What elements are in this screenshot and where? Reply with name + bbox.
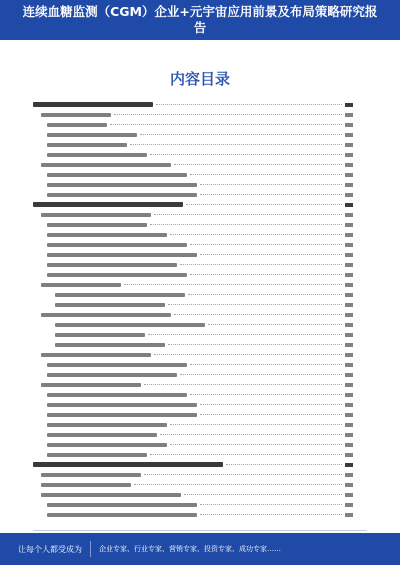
toc-page-placeholder [345, 143, 353, 147]
toc-leader-dots [208, 324, 342, 325]
toc-page-placeholder [345, 133, 353, 137]
toc-entry-placeholder [55, 303, 165, 307]
toc-leader-dots [170, 424, 342, 425]
toc-entry-placeholder [41, 473, 141, 477]
toc-entry-placeholder [41, 213, 151, 217]
toc-leader-dots [200, 194, 342, 195]
toc-page-placeholder [345, 193, 353, 197]
toc-page-placeholder [345, 213, 353, 217]
toc-entry-placeholder [41, 113, 111, 117]
toc-page-placeholder [345, 163, 353, 167]
toc-entry-row [33, 390, 353, 399]
toc-leader-dots [190, 364, 342, 365]
toc-chapter-row [33, 200, 353, 209]
footer-slogan: 让每个人都受成为 [18, 544, 82, 554]
toc-leader-dots [190, 394, 342, 395]
toc-leader-dots [174, 164, 342, 165]
toc-entry-row [33, 310, 353, 319]
toc-entry-row [33, 440, 353, 449]
toc-page-placeholder [345, 253, 353, 257]
toc-entry-row [33, 160, 353, 169]
toc-page-placeholder [345, 433, 353, 437]
toc-leader-dots [150, 154, 342, 155]
toc-entry-row [33, 250, 353, 259]
toc-page-placeholder [345, 323, 353, 327]
toc-page-placeholder [345, 153, 353, 157]
toc-entry-row [33, 190, 353, 199]
toc-page-placeholder [345, 203, 353, 207]
toc-entry-row [33, 230, 353, 239]
toc-entry-placeholder [47, 433, 157, 437]
toc-page-placeholder [345, 483, 353, 487]
toc-entry-placeholder [47, 143, 127, 147]
toc-entry-row [33, 150, 353, 159]
toc-entry-placeholder [47, 273, 187, 277]
footer-tagline: 企业专家、行业专家、营销专家、投资专家、成功专家…… [99, 545, 281, 553]
toc-page-placeholder [345, 403, 353, 407]
toc-entry-placeholder [47, 173, 187, 177]
toc-entry-row [33, 470, 353, 479]
toc-entry-placeholder [47, 153, 147, 157]
toc-page-placeholder [345, 383, 353, 387]
toc-entry-row [33, 140, 353, 149]
toc-leader-dots [188, 294, 342, 295]
toc-page-placeholder [345, 263, 353, 267]
toc-page-placeholder [345, 333, 353, 337]
toc-page-placeholder [345, 343, 353, 347]
toc-entry-placeholder [47, 183, 197, 187]
toc-leader-dots [144, 384, 342, 385]
toc-leader-dots [150, 224, 342, 225]
toc-entry-row [33, 480, 353, 489]
toc-entry-placeholder [47, 443, 167, 447]
toc-leader-dots [186, 204, 342, 205]
toc-leader-dots [174, 314, 342, 315]
toc-entry-placeholder [47, 403, 197, 407]
toc-page-placeholder [345, 113, 353, 117]
report-title: 连续血糖监测（CGM）企业+元宇宙应用前景及布局策略研究报告 [22, 4, 378, 35]
toc-leader-dots [148, 334, 342, 335]
toc-entry-row [33, 500, 353, 509]
toc-entry-row [33, 400, 353, 409]
toc-leader-dots [170, 444, 342, 445]
toc-entry-placeholder [41, 163, 171, 167]
toc-entry-row [33, 340, 353, 349]
toc-entry-placeholder [33, 202, 183, 207]
toc-leader-dots [190, 274, 342, 275]
toc-page-placeholder [345, 273, 353, 277]
toc-entry-row [33, 130, 353, 139]
toc-page-placeholder [345, 423, 353, 427]
toc-entry-placeholder [47, 253, 197, 257]
toc-entry-placeholder [33, 462, 223, 467]
toc-entry-placeholder [47, 233, 167, 237]
toc-page-placeholder [345, 493, 353, 497]
toc-leader-dots [170, 234, 342, 235]
toc-entry-placeholder [47, 123, 107, 127]
toc-leader-dots [200, 404, 342, 405]
footer-divider [33, 530, 367, 531]
toc-entry-placeholder [41, 483, 131, 487]
toc-page-placeholder [345, 103, 353, 107]
toc-entry-placeholder [47, 423, 167, 427]
toc-entry-placeholder [47, 503, 197, 507]
toc-page-placeholder [345, 363, 353, 367]
toc-entry-placeholder [47, 133, 137, 137]
toc-leader-dots [144, 474, 342, 475]
toc-page-placeholder [345, 233, 353, 237]
toc-leader-dots [184, 494, 342, 495]
toc-page-placeholder [345, 173, 353, 177]
toc-entry-row [33, 270, 353, 279]
toc-entry-row [33, 290, 353, 299]
toc-entry-row [33, 420, 353, 429]
toc-entry-row [33, 240, 353, 249]
toc-entry-row [33, 510, 353, 519]
header-bar [0, 0, 400, 40]
toc-page-placeholder [345, 443, 353, 447]
toc-page-placeholder [345, 303, 353, 307]
toc-list [33, 100, 353, 520]
toc-entry-row [33, 350, 353, 359]
toc-leader-dots [200, 514, 342, 515]
toc-entry-row [33, 370, 353, 379]
toc-page-placeholder [345, 473, 353, 477]
toc-entry-placeholder [47, 513, 197, 517]
toc-entry-placeholder [47, 193, 197, 197]
toc-page-placeholder [345, 243, 353, 247]
toc-entry-row [33, 320, 353, 329]
toc-leader-dots [200, 414, 342, 415]
toc-page-placeholder [345, 223, 353, 227]
toc-leader-dots [200, 184, 342, 185]
toc-entry-row [33, 170, 353, 179]
toc-leader-dots [180, 264, 342, 265]
toc-leader-dots [110, 124, 342, 125]
toc-page-placeholder [345, 373, 353, 377]
toc-entry-placeholder [55, 293, 185, 297]
toc-page-placeholder [345, 293, 353, 297]
toc-heading: 内容目录 [169, 70, 230, 88]
toc-page-placeholder [345, 453, 353, 457]
toc-entry-row [33, 360, 353, 369]
toc-entry-row [33, 410, 353, 419]
toc-entry-placeholder [47, 373, 177, 377]
toc-entry-placeholder [55, 333, 145, 337]
toc-leader-dots [160, 434, 342, 435]
toc-leader-dots [140, 134, 342, 135]
toc-entry-placeholder [33, 102, 153, 107]
toc-entry-placeholder [47, 413, 197, 417]
toc-chapter-row [33, 100, 353, 109]
toc-entry-row [33, 210, 353, 219]
toc-page-placeholder [345, 463, 353, 467]
toc-entry-placeholder [41, 383, 141, 387]
toc-page-placeholder [345, 393, 353, 397]
footer-bar [0, 533, 400, 565]
toc-leader-dots [134, 484, 342, 485]
toc-page-placeholder [345, 183, 353, 187]
toc-entry-placeholder [47, 363, 187, 367]
toc-leader-dots [156, 104, 342, 105]
toc-page-placeholder [345, 123, 353, 127]
toc-leader-dots [154, 214, 342, 215]
toc-page-placeholder [345, 503, 353, 507]
toc-entry-row [33, 280, 353, 289]
toc-leader-dots [200, 504, 342, 505]
toc-leader-dots [124, 284, 342, 285]
toc-page-placeholder [345, 283, 353, 287]
toc-entry-row [33, 260, 353, 269]
toc-entry-row [33, 220, 353, 229]
toc-leader-dots [114, 114, 342, 115]
toc-entry-placeholder [55, 343, 165, 347]
toc-entry-placeholder [41, 313, 171, 317]
toc-entry-placeholder [41, 493, 181, 497]
toc-entry-placeholder [41, 353, 151, 357]
toc-leader-dots [168, 344, 342, 345]
toc-entry-placeholder [47, 453, 147, 457]
toc-page-placeholder [345, 513, 353, 517]
toc-entry-placeholder [47, 263, 177, 267]
toc-entry-row [33, 110, 353, 119]
toc-page-placeholder [345, 313, 353, 317]
footer-separator [90, 541, 91, 557]
toc-entry-row [33, 380, 353, 389]
toc-entry-row [33, 180, 353, 189]
toc-entry-placeholder [47, 393, 187, 397]
toc-entry-placeholder [41, 283, 121, 287]
toc-leader-dots [154, 354, 342, 355]
toc-entry-placeholder [47, 243, 187, 247]
toc-leader-dots [190, 244, 342, 245]
toc-entry-row [33, 120, 353, 129]
toc-leader-dots [130, 144, 342, 145]
toc-entry-placeholder [47, 223, 147, 227]
toc-leader-dots [190, 174, 342, 175]
toc-entry-row [33, 330, 353, 339]
toc-entry-row [33, 300, 353, 309]
toc-page-placeholder [345, 353, 353, 357]
toc-chapter-row [33, 460, 353, 469]
toc-leader-dots [200, 254, 342, 255]
toc-page-placeholder [345, 413, 353, 417]
toc-leader-dots [150, 454, 342, 455]
toc-entry-row [33, 430, 353, 439]
toc-entry-placeholder [55, 323, 205, 327]
toc-leader-dots [180, 374, 342, 375]
toc-leader-dots [168, 304, 342, 305]
toc-entry-row [33, 490, 353, 499]
toc-leader-dots [226, 464, 342, 465]
toc-entry-row [33, 450, 353, 459]
